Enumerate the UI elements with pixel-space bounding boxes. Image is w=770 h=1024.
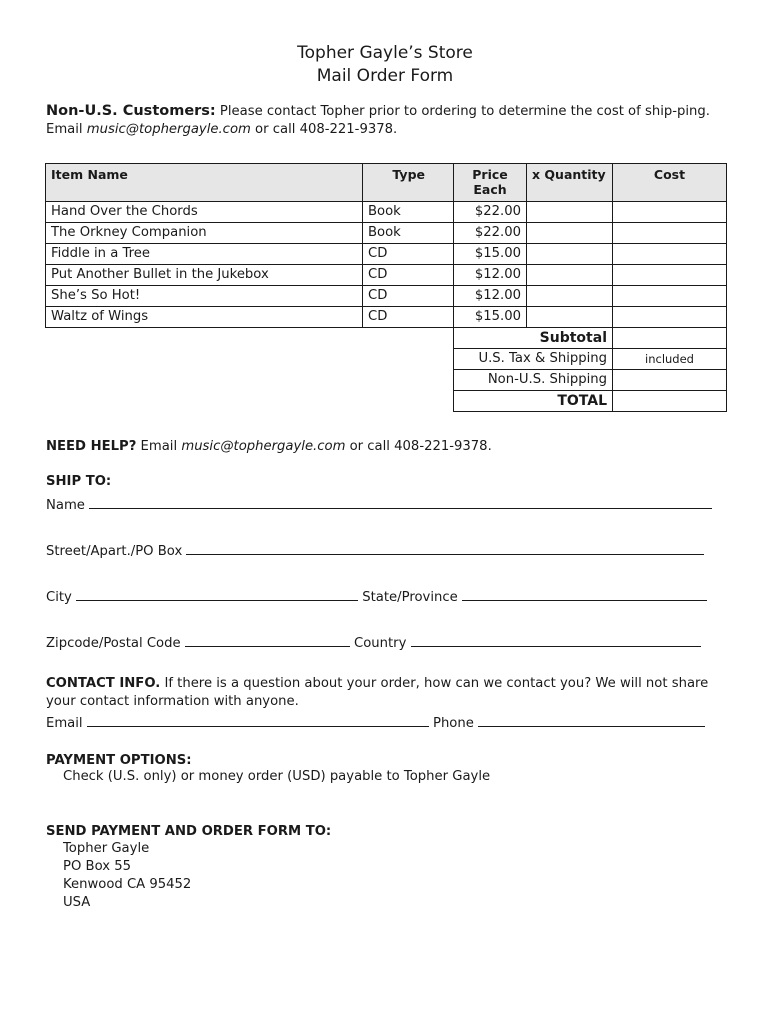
quantity-input[interactable] xyxy=(527,286,613,307)
street-field[interactable] xyxy=(186,542,704,555)
country-field[interactable] xyxy=(411,634,701,647)
cost-input[interactable] xyxy=(613,265,727,286)
item-type: Book xyxy=(363,202,454,223)
city-field[interactable] xyxy=(76,588,358,601)
table-row xyxy=(46,202,727,223)
address-line: Topher Gayle xyxy=(63,841,150,856)
total-row xyxy=(46,391,727,412)
item-name: Fiddle in a Tree xyxy=(46,244,363,265)
store-name: Topher Gayle’s Store xyxy=(297,43,473,63)
quantity-input[interactable] xyxy=(527,307,613,328)
table-row xyxy=(46,223,727,244)
phone-field[interactable] xyxy=(478,714,705,727)
subtotal-row xyxy=(46,328,727,349)
item-type: CD xyxy=(363,307,454,328)
zip-field[interactable] xyxy=(185,634,350,647)
email-label: Email xyxy=(46,716,83,731)
quantity-input[interactable] xyxy=(527,223,613,244)
cost-input[interactable] xyxy=(613,286,727,307)
state-label: State/Province xyxy=(362,590,458,605)
contact-label: CONTACT INFO. xyxy=(46,676,161,691)
help-label: NEED HELP? xyxy=(46,439,137,454)
total-input[interactable] xyxy=(613,391,727,412)
item-name: She’s So Hot! xyxy=(46,286,363,307)
zip-label: Zipcode/Postal Code xyxy=(46,636,181,651)
tax-row xyxy=(46,349,727,370)
mailing-address xyxy=(46,840,743,912)
name-field[interactable] xyxy=(89,496,712,509)
help-text: Email xyxy=(136,439,182,454)
quantity-input[interactable] xyxy=(527,265,613,286)
payment-text: Check (U.S. only) or money order (USD) payable to Topher Gayle xyxy=(63,769,491,784)
send-to-heading: SEND PAYMENT AND ORDER FORM TO: xyxy=(46,824,332,839)
subtotal-input[interactable] xyxy=(613,328,727,349)
table-row xyxy=(46,286,727,307)
page-title xyxy=(0,42,770,88)
table-row xyxy=(46,244,727,265)
non-us-shipping-input[interactable] xyxy=(613,370,727,391)
help-note xyxy=(46,438,726,456)
address-line: PO Box 55 xyxy=(63,859,132,874)
city-field-row xyxy=(46,588,707,607)
item-price: $15.00 xyxy=(454,244,527,265)
col-quantity: x Quantity xyxy=(527,164,613,202)
table-header-row xyxy=(46,164,727,202)
email-field[interactable] xyxy=(87,714,429,727)
tax-label: U.S. Tax & Shipping xyxy=(454,349,613,370)
help-email-link[interactable]: music@tophergayle.com xyxy=(181,439,346,454)
item-type: CD xyxy=(363,265,454,286)
contact-note xyxy=(46,675,726,711)
table-row xyxy=(46,265,727,286)
col-price: Price Each xyxy=(454,164,527,202)
item-type: Book xyxy=(363,223,454,244)
item-price: $22.00 xyxy=(454,223,527,244)
table-row xyxy=(46,307,727,328)
form-name: Mail Order Form xyxy=(316,66,454,86)
item-type: CD xyxy=(363,286,454,307)
item-price: $12.00 xyxy=(454,286,527,307)
non-us-text-end: or call 408-221-9378. xyxy=(250,122,398,137)
item-name: Put Another Bullet in the Jukebox xyxy=(46,265,363,286)
non-us-shipping-label: Non-U.S. Shipping xyxy=(454,370,613,391)
quantity-input[interactable] xyxy=(527,202,613,223)
email-field-row xyxy=(46,714,705,733)
item-type: CD xyxy=(363,244,454,265)
item-name: Waltz of Wings xyxy=(46,307,363,328)
payment-heading: PAYMENT OPTIONS: xyxy=(46,753,192,768)
item-price: $12.00 xyxy=(454,265,527,286)
street-label: Street/Apart./PO Box xyxy=(46,544,183,559)
cost-input[interactable] xyxy=(613,202,727,223)
address-line: USA xyxy=(63,895,91,910)
subtotal-label: Subtotal xyxy=(454,328,613,349)
help-text-end: or call 408-221-9378. xyxy=(345,439,492,454)
non-us-label: Non-U.S. Customers: xyxy=(46,103,216,119)
country-label: Country xyxy=(354,636,407,651)
state-field[interactable] xyxy=(462,588,707,601)
name-field-row xyxy=(46,496,712,515)
non-us-text: Please contact Topher prior to ordering to determine the cost of ship-ping. Email xyxy=(46,104,710,137)
cost-input[interactable] xyxy=(613,223,727,244)
address-line: Kenwood CA 95452 xyxy=(63,877,192,892)
non-us-email-link[interactable]: music@tophergayle.com xyxy=(86,122,251,137)
non-us-shipping-row xyxy=(46,370,727,391)
total-label: TOTAL xyxy=(454,391,613,412)
phone-label: Phone xyxy=(433,716,474,731)
ship-to-heading: SHIP TO: xyxy=(46,474,112,489)
item-name: Hand Over the Chords xyxy=(46,202,363,223)
city-label: City xyxy=(46,590,72,605)
order-table xyxy=(45,163,727,412)
col-cost: Cost xyxy=(613,164,727,202)
col-type: Type xyxy=(363,164,454,202)
col-item-name: Item Name xyxy=(46,164,363,202)
item-price: $22.00 xyxy=(454,202,527,223)
item-name: The Orkney Companion xyxy=(46,223,363,244)
tax-value: included xyxy=(613,349,727,370)
cost-input[interactable] xyxy=(613,244,727,265)
cost-input[interactable] xyxy=(613,307,727,328)
name-label: Name xyxy=(46,498,85,513)
item-price: $15.00 xyxy=(454,307,527,328)
zip-field-row xyxy=(46,634,701,653)
non-us-note xyxy=(46,102,726,139)
street-field-row xyxy=(46,542,704,561)
quantity-input[interactable] xyxy=(527,244,613,265)
contact-text: If there is a question about your order, how can we contact you? We will not share your contact information with anyone. xyxy=(46,676,709,709)
